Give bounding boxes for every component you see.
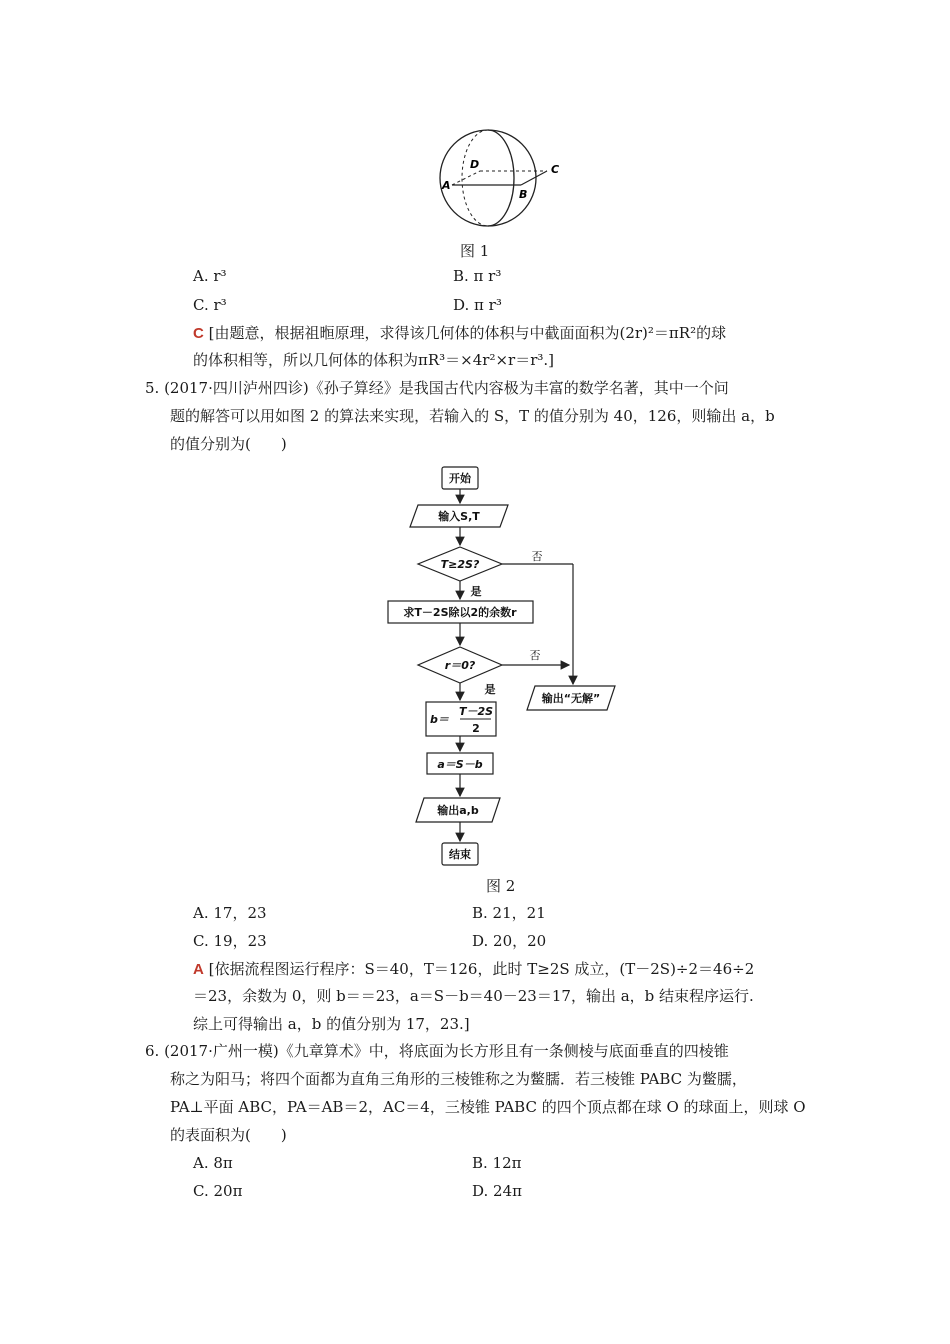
q4-option-a: A. r³ <box>193 267 227 285</box>
q5-line1: 5. (2017·四川泸州四诊)《孙子算经》是我国古代内容极为丰富的数学名著，其中一个问 <box>145 379 729 397</box>
label-b: B <box>519 188 528 201</box>
flow-start-text: 开始 <box>449 472 471 485</box>
sphere-figure <box>430 125 570 235</box>
flow-b-den: 2 <box>472 722 480 735</box>
label-d: D <box>470 158 480 171</box>
flow-no2-text: 否 <box>529 649 541 662</box>
flow-input-text: 输入S,T <box>438 510 480 523</box>
q6-line4: 的表面积为( ) <box>170 1126 287 1144</box>
flow-yes2-text: 是 <box>484 683 496 696</box>
flow-no1-text: 否 <box>531 550 543 563</box>
q4-option-c: C. r³ <box>193 296 227 314</box>
q5-explanation-line1 <box>193 958 754 981</box>
label-c: C <box>551 163 560 176</box>
q4-option-b: B. π r³ <box>453 267 502 285</box>
flow-b-lhs: b＝ <box>430 713 449 726</box>
q4-explanation-line1 <box>193 322 726 345</box>
flow-b-num: T－2S <box>458 705 494 718</box>
q6-line2: 称之为阳马；将四个面都为直角三角形的三棱锥称之为鳖臑．若三棱锥 PABC 为鳖臑， <box>170 1070 747 1088</box>
q4-explanation-line2: 的体积相等，所以几何体的体积为πR³＝×4r²×r＝r³.] <box>193 351 555 369</box>
q5-explanation-line3: 综上可得输出 a，b 的值分别为 17，23.] <box>193 1015 470 1033</box>
flow-yes1-text: 是 <box>470 585 482 598</box>
flow-end-text: 结束 <box>449 848 471 861</box>
q6-option-b: B. 12π <box>472 1154 522 1172</box>
q6-option-a: A. 8π <box>193 1154 233 1172</box>
q5-option-b: B. 21，21 <box>472 904 546 922</box>
flow-output-ab-text: 输出a,b <box>437 804 479 817</box>
q5-explanation-line2: ＝23，余数为 0，则 b＝＝23，a＝S－b＝40－23＝17，输出 a，b 结束程序运行. <box>193 987 754 1005</box>
q6-line1: 6. (2017·广州一模)《九章算术》中，将底面为长方形且有一条侧棱与底面垂直的四棱锥 <box>145 1042 729 1060</box>
q6-line3: PA⊥平面 ABC，PA＝AB＝2，AC＝4，三棱锥 PABC 的四个顶点都在球 O 的球面上，则球 O <box>170 1098 806 1116</box>
figure2-caption: 图 2 <box>486 877 516 895</box>
q6-option-c: C. 20π <box>193 1182 243 1200</box>
q4-option-d: D. π r³ <box>453 296 502 314</box>
q5-answer: A <box>193 961 204 978</box>
q5-explanation-text1: [依据流程图运行程序：S＝40，T＝126，此时 T≥2S 成立，(T－2S)÷2＝46÷2 <box>208 960 755 978</box>
label-a: A <box>442 179 451 192</box>
q5-option-c: C. 19，23 <box>193 932 267 950</box>
flowchart <box>370 460 630 870</box>
q5-option-a: A. 17，23 <box>193 904 267 922</box>
flow-cond1-text: T≥2S? <box>440 558 480 571</box>
q4-answer: C <box>193 325 204 342</box>
q6-option-d: D. 24π <box>472 1182 522 1200</box>
q5-option-d: D. 20，20 <box>472 932 547 950</box>
flow-cond2-text: r＝0? <box>444 659 476 672</box>
figure1-caption: 图 1 <box>460 242 490 260</box>
q5-line2: 题的解答可以用如图 2 的算法来实现，若输入的 S，T 的值分别为 40，126，则输出 a，b <box>170 407 775 425</box>
flow-a-text: a＝S－b <box>437 758 483 771</box>
flow-proc1-text: 求T－2S除以2的余数r <box>403 606 517 619</box>
q5-line3: 的值分别为( ) <box>170 435 287 453</box>
q4-explanation-text1: [由题意，根据祖暅原理，求得该几何体的体积与中截面面积为(2r)²＝πR²的球 <box>208 324 727 342</box>
flow-output-no-text: 输出“无解” <box>541 692 601 705</box>
